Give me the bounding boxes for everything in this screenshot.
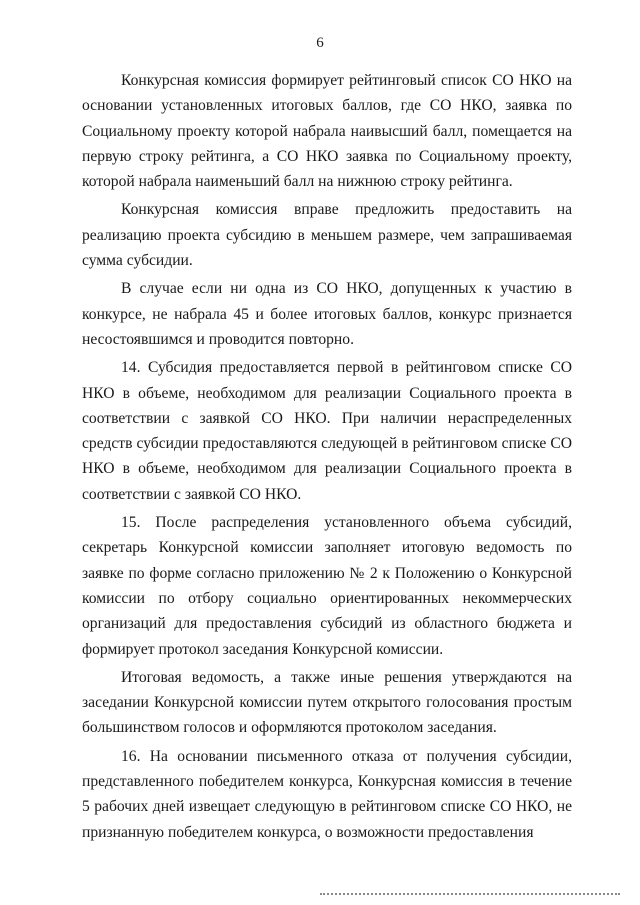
paragraph-reduced-subsidy: Конкурсная комиссия вправе предложить предоставить на реализацию проекта субсидию в меньшем размере, чем запрашиваемая сумма субсидии. [82,201,572,270]
paragraph-failed-contest: В случае если ни одна из СО НКО, допущенных к участию в конкурсе, не набрала 45 и более итоговых баллов, конкурс признается несостоявшимся и проводится повторно. [82,280,572,348]
paragraph-final-statement: Итоговая ведомость, а также иные решения утверждаются на заседании Конкурсной комиссии путем открытого голосования простым большинством голосов и оформляются протоколом заседания. [82,668,572,737]
paragraph-item-16: 16. На основании письменного отказа от получения субсидии, представленного победителем конкурса, Конкурсная комиссия в течение 5 рабочих дней извещает следующую в рейтинговом списке СО НКО, не признанную победителем конкурса, о возможности предоставления [82,747,572,841]
paragraph-rating-list: Конкурсная комиссия формирует рейтинговый список СО НКО на основании установленных итоговых баллов, где СО НКО, заявка по Социальному проекту которой набрала наивысший балл, помещается на первую строку рейтинга, а СО НКО заявка по Социальному проекту, которой набрала наименьший балл на нижнюю строку рейтинга. [82,72,572,191]
paragraph-item-15: 15. После распределения установленного объема субсидий, секретарь Конкурсной комиссии заполняет итоговую ведомость по заявке по форме согласно приложению № 2 к Положению о Конкурсной комиссии по отбору социально ориентированных некоммерческих организаций для предоставления субсидий из областного бюджета и формирует протокол заседания Конкурсной комиссии. [82,514,572,658]
document-body [82,68,572,845]
paragraph-item-14: 14. Субсидия предоставляется первой в рейтинговом списке СО НКО в объеме, необходимом для реализации Социального проекта в соответствии с заявкой СО НКО. При наличии нераспределенных средств субсидии предоставляются следующей в рейтинговом списке СО НКО в объеме, необходимом для реализации Социального проекта в соответствии с заявкой СО НКО. [82,359,572,503]
scan-edge-mark [320,893,620,899]
page-number: 6 [316,35,324,51]
